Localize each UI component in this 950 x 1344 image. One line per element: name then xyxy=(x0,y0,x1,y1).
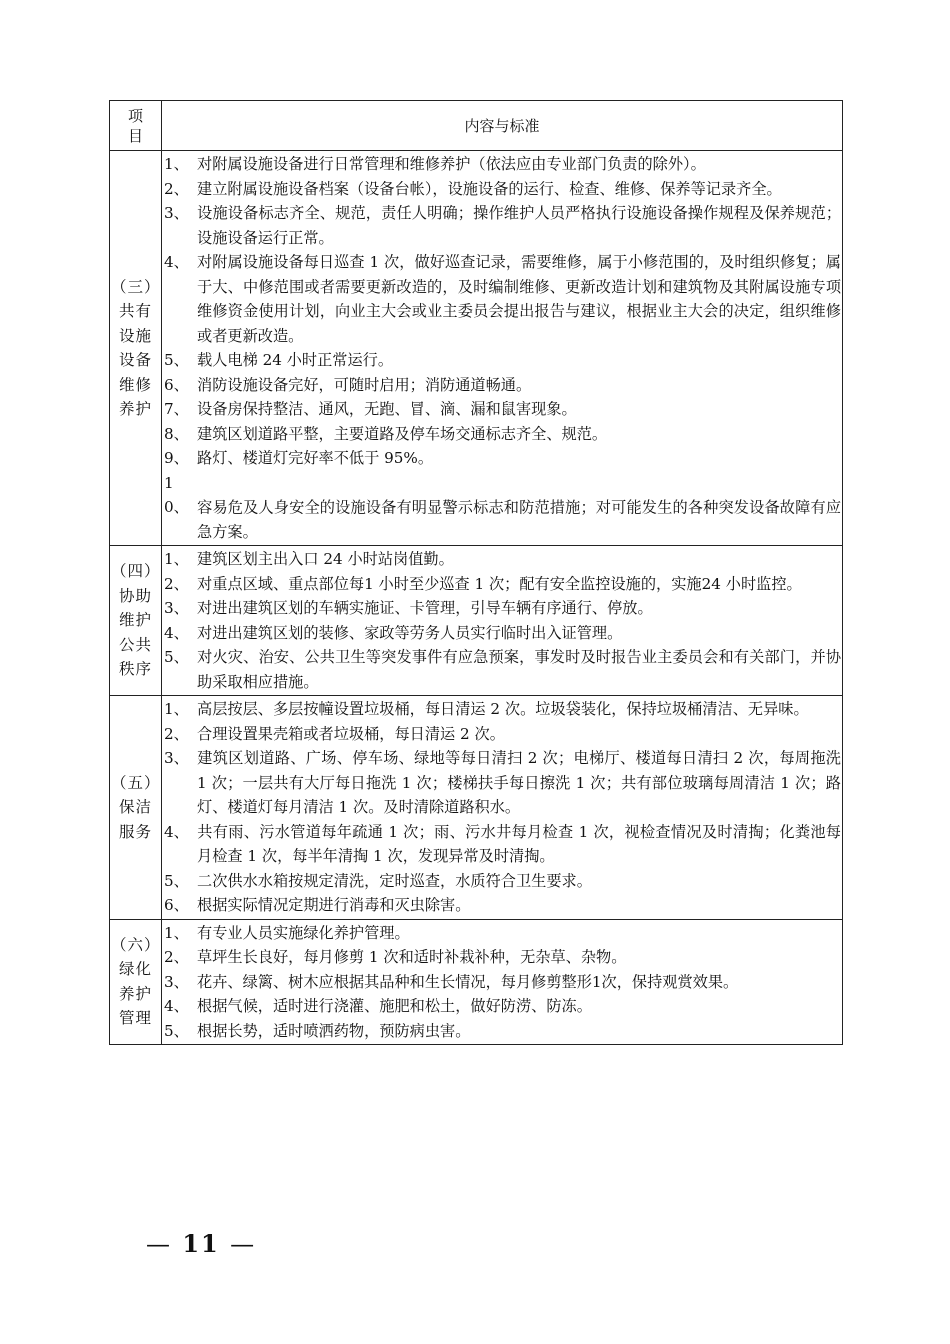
section-category xyxy=(110,546,162,696)
item-text: 对重点区域、重点部位每1 小时至少巡查 1 次；配有安全监控设施的，实施24 小时监控。 xyxy=(197,574,802,593)
list-item xyxy=(164,446,841,471)
section-category-line: 维护 xyxy=(118,611,152,630)
section-category-line: （四） xyxy=(111,562,161,581)
table-body xyxy=(110,151,843,1045)
item-number: 2、 xyxy=(164,724,189,743)
item-text: 有专业人员实施绿化养护管理。 xyxy=(197,923,410,942)
item-number: 6、 xyxy=(164,375,189,394)
item-text: 二次供水水箱按规定清洗，定时巡查，水质符合卫生要求。 xyxy=(197,871,592,890)
footer-dash-right: — xyxy=(230,1230,257,1258)
list-item xyxy=(164,869,841,894)
list-item xyxy=(164,970,841,995)
list-item xyxy=(164,397,841,422)
section-category-line: 绿化 xyxy=(118,960,152,979)
item-text: 建筑区划道路、广场、停车场、绿地等每日清扫 2 次；电梯厅、楼道每日清扫 2 次，每周拖洗 1 次；一层共有大厅每日拖洗 1 次；楼梯扶手每日擦洗 1 次；共有部位玻璃每周清洁 1 次；路灯、楼道灯每月清洁 1 次。及时清除道路积水。 xyxy=(197,749,841,816)
item-text: 设备房保持整洁、通风，无跑、冒、滴、漏和鼠害现象。 xyxy=(197,400,577,418)
section-category-line: （五） xyxy=(111,773,161,792)
list-item xyxy=(164,621,841,646)
item-number: 3、 xyxy=(164,749,189,767)
list-item xyxy=(164,547,841,572)
list-item xyxy=(164,201,841,250)
table-row xyxy=(110,546,843,696)
standards-table xyxy=(109,100,843,1045)
list-item xyxy=(164,921,841,946)
item-number: 2、 xyxy=(164,948,189,966)
item-number: 3、 xyxy=(164,599,189,617)
item-text: 建筑区划道路平整，主要道路及停车场交通标志齐全、规范。 xyxy=(197,424,608,443)
list-item xyxy=(164,471,841,545)
item-text: 草坪生长良好，每月修剪 1 次和适时补栽补种，无杂草、杂物。 xyxy=(197,948,627,966)
item-number: 2、 xyxy=(164,574,189,593)
header-category-line: 项 xyxy=(127,106,143,125)
section-category-line: 维修 xyxy=(118,375,152,394)
item-text: 对火灾、治安、公共卫生等突发事件有应急预案，事发时及时报告业主委员会和有关部门，并协助采取相应措施。 xyxy=(197,648,841,691)
list-item xyxy=(164,250,841,348)
item-number: 6、 xyxy=(164,896,189,914)
section-category-line: 协助 xyxy=(118,586,152,605)
item-text: 容易危及人身安全的设施设备有明显警示标志和防范措施；对可能发生的各种突发设备故障有应急方案。 xyxy=(197,498,841,541)
item-number: 4、 xyxy=(164,822,189,841)
list-item xyxy=(164,572,841,597)
section-content xyxy=(162,696,843,920)
section-category xyxy=(110,151,162,546)
item-number: 1、 xyxy=(164,550,189,568)
page-number: 11 xyxy=(182,1229,220,1258)
item-text: 载人电梯 24 小时正常运行。 xyxy=(197,351,394,369)
item-text: 路灯、楼道灯完好率不低于 95%。 xyxy=(197,449,434,467)
header-category-label xyxy=(110,106,161,146)
header-content-label: 内容与标准 xyxy=(464,117,540,135)
section-category xyxy=(110,696,162,920)
item-text: 花卉、绿篱、树木应根据其品种和生长情况，每月修剪整形1次，保持观赏效果。 xyxy=(197,972,739,991)
footer-dash-left: — xyxy=(146,1230,172,1258)
list-item xyxy=(164,697,841,722)
section-category-line: （六） xyxy=(111,935,161,954)
item-text: 对进出建筑区划的装修、家政等劳务人员实行临时出入证管理。 xyxy=(197,623,623,642)
item-text: 对附属设施设备进行日常管理和维修养护（依法应由专业部门负责的除外）。 xyxy=(197,155,706,173)
list-item xyxy=(164,945,841,970)
list-item xyxy=(164,722,841,747)
item-text: 根据长势，适时喷洒药物，预防病虫害。 xyxy=(197,1021,471,1040)
table-row xyxy=(110,151,843,546)
item-number: 1、 xyxy=(164,700,189,718)
list-item xyxy=(164,152,841,177)
item-number: 10、 xyxy=(164,473,189,516)
item-number: 7、 xyxy=(164,400,189,418)
list-item xyxy=(164,373,841,398)
item-number: 5、 xyxy=(164,1021,189,1040)
table-row xyxy=(110,919,843,1045)
table-row xyxy=(110,696,843,920)
header-category xyxy=(110,101,162,151)
item-number: 5、 xyxy=(164,351,189,369)
item-number: 4、 xyxy=(164,253,189,271)
item-text: 建筑区划主出入口 24 小时站岗值勤。 xyxy=(197,550,454,568)
list-item xyxy=(164,177,841,202)
section-category-line: 养护 xyxy=(118,984,152,1003)
section-category-line: 公共 xyxy=(118,635,152,654)
item-number: 8、 xyxy=(164,424,189,443)
item-text: 共有雨、污水管道每年疏通 1 次；雨、污水井每月检查 1 次，视检查情况及时清掏；化粪池每月检查 1 次，每半年清掏 1 次，发现异常及时清掏。 xyxy=(197,822,841,865)
item-number: 4、 xyxy=(164,623,189,642)
section-category-line: 设备 xyxy=(118,351,152,369)
list-item xyxy=(164,348,841,373)
item-text: 消防设施设备完好，可随时启用；消防通道畅通。 xyxy=(197,375,532,394)
item-number: 3、 xyxy=(164,204,189,222)
list-item xyxy=(164,893,841,918)
section-category-line: 管理 xyxy=(118,1009,152,1028)
item-text: 根据实际情况定期进行消毒和灭虫除害。 xyxy=(197,896,471,914)
section-content xyxy=(162,919,843,1045)
item-number: 1、 xyxy=(164,923,189,942)
section-category-line: 服务 xyxy=(118,822,152,841)
item-text: 对附属设施设备每日巡查 1 次，做好巡查记录，需要维修，属于小修范围的，及时组织修复；属于大、中修范围或者需要更新改造的，及时编制维修、更新改造计划和建筑物及其附属设施专项维修资金使用计划，向业主大会或业主委员会提出报告与建议，根据业主大会的决定，组织维修或者更新改造。 xyxy=(197,253,841,345)
item-number: 2、 xyxy=(164,179,189,198)
section-category-line: 养护 xyxy=(118,400,152,418)
header-category-line: 目 xyxy=(127,126,143,145)
section-category-line: 秩序 xyxy=(118,660,152,679)
section-content xyxy=(162,546,843,696)
item-text: 设施设备标志齐全、规范，责任人明确；操作维护人员严格执行设施设备操作规程及保养规范；设施设备运行正常。 xyxy=(197,204,841,247)
item-number: 3、 xyxy=(164,972,189,991)
section-content xyxy=(162,151,843,546)
list-item xyxy=(164,645,841,694)
item-text: 根据气候，适时进行浇灌、施肥和松土，做好防涝、防冻。 xyxy=(197,997,592,1015)
list-item xyxy=(164,422,841,447)
list-item xyxy=(164,596,841,621)
section-category-line: 设施 xyxy=(118,326,152,345)
section-category-line: 共有 xyxy=(118,302,152,320)
item-number: 5、 xyxy=(164,871,189,890)
item-text: 合理设置果壳箱或者垃圾桶，每日清运 2 次。 xyxy=(197,724,505,743)
header-content xyxy=(162,101,843,151)
item-text: 高层按层、多层按幢设置垃圾桶，每日清运 2 次。垃圾袋装化，保持垃圾桶清洁、无异味。 xyxy=(197,700,809,718)
item-text: 建立附属设施设备档案（设备台帐），设施设备的运行、检查、维修、保养等记录齐全。 xyxy=(197,179,782,198)
list-item xyxy=(164,994,841,1019)
table-header-row xyxy=(110,101,843,151)
section-category-line: 保洁 xyxy=(118,798,152,816)
section-category-line: （三） xyxy=(111,277,161,296)
item-text: 对进出建筑区划的车辆实施证、卡管理，引导车辆有序通行、停放。 xyxy=(197,599,653,617)
standards-table-container xyxy=(109,100,842,1045)
page-footer xyxy=(146,1229,256,1258)
section-category xyxy=(110,919,162,1045)
list-item xyxy=(164,746,841,820)
item-number: 1、 xyxy=(164,155,189,173)
item-number: 5、 xyxy=(164,648,189,666)
item-number: 9、 xyxy=(164,449,189,467)
list-item xyxy=(164,820,841,869)
list-item xyxy=(164,1019,841,1044)
item-number: 4、 xyxy=(164,997,189,1015)
